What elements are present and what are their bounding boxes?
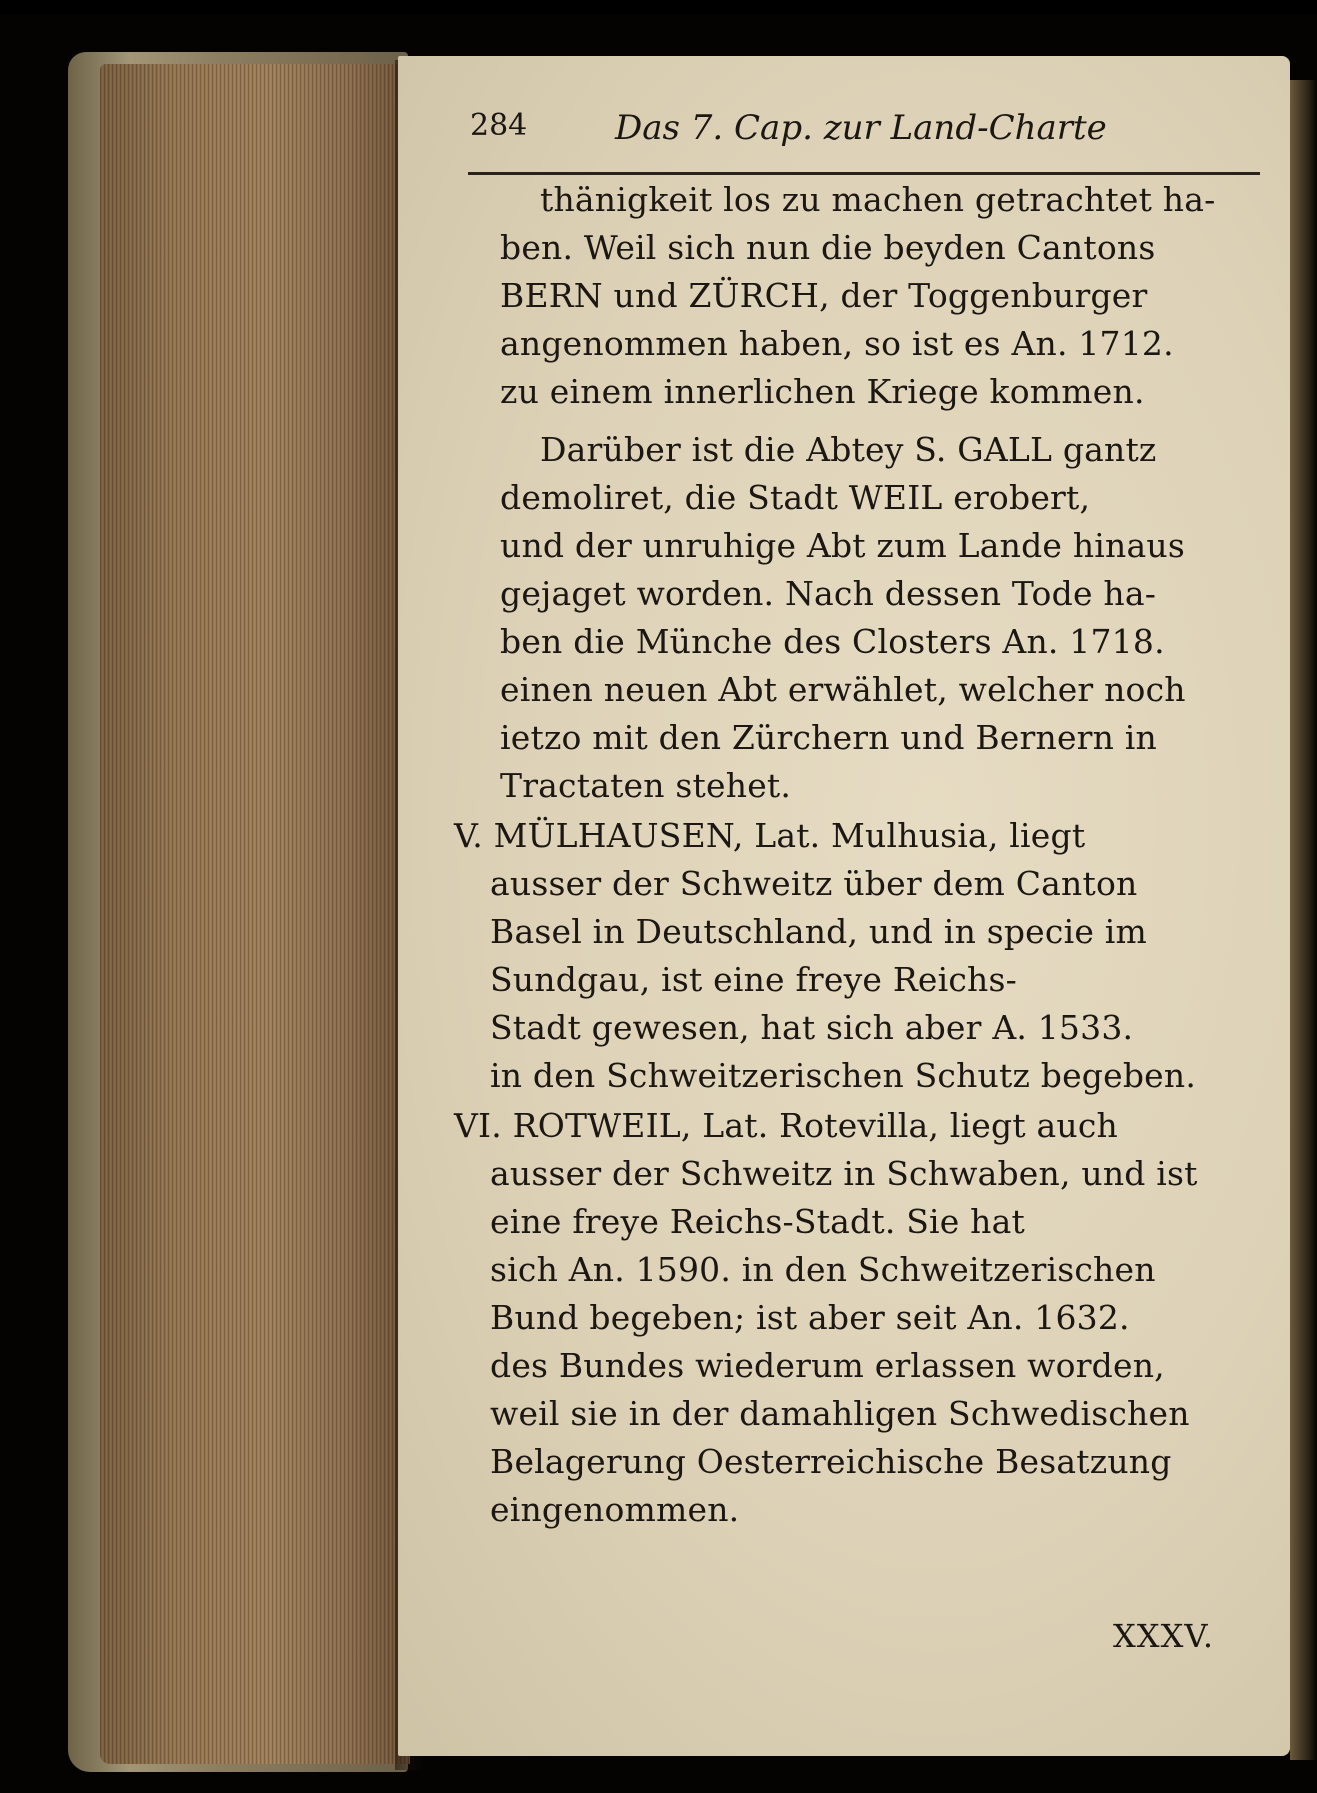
scan-border [0,0,1317,14]
body-text [454,180,1270,1630]
page-number: 284 [470,108,528,143]
text-line: ben. Weil sich nun die beyden Cantons [500,228,1156,267]
text-line: demoliret, die Stadt WEIL erobert, [500,478,1091,517]
text-line: und der unruhige Abt zum Lande hinaus [500,526,1185,565]
text-line: Stadt gewesen, hat sich aber A. 1533. [490,1008,1134,1047]
text-line: Bund begeben; ist aber seit An. 1632. [490,1298,1130,1337]
text-line: einen neuen Abt erwählet, welcher noch [500,670,1186,709]
text-line: weil sie in der damahligen Schwedischen [490,1394,1190,1433]
header-title: Das 7. Cap. zur Land-Charte [615,108,1107,148]
text-line: ben die Münche des Closters An. 1718. [500,622,1165,661]
text-line: angenommen haben, so ist es An. 1712. [500,324,1174,363]
text-line: sich An. 1590. in den Schweitzerischen [490,1250,1156,1289]
section-heading: VI. ROTWEIL, Lat. Rotevilla, liegt auch [454,1106,1118,1145]
text-line: Sundgau, ist eine freye Reichs- [490,960,1017,999]
text-line: BERN und ZÜRCH, der Toggenburger [500,276,1148,315]
text-line: Tractaten stehet. [500,766,792,805]
catchword: XXXV. [1113,1617,1215,1655]
text-line: thänigkeit los zu machen getrachtet ha- [540,180,1216,219]
text-line: ausser der Schweitz in Schwaben, und ist [490,1154,1198,1193]
text-line: zu einem innerlichen Kriege kommen. [500,372,1145,411]
text-line: eine freye Reichs-Stadt. Sie hat [490,1202,1025,1241]
page-edges [100,64,410,1764]
text-line: Darüber ist die Abtey S. GALL gantz [540,430,1157,469]
text-line: eingenommen. [490,1490,740,1529]
text-line: des Bundes wiederum erlassen worden, [490,1346,1165,1385]
facing-page-edge [1290,80,1317,1760]
running-head [470,108,1270,158]
text-line: ietzo mit den Zürchern und Bernern in [500,718,1158,757]
text-line: gejaget worden. Nach dessen Tode ha- [500,574,1157,613]
text-line: ausser der Schweitz über dem Canton [490,864,1138,903]
header-rule [468,172,1260,175]
section-heading: V. MÜLHAUSEN, Lat. Mulhusia, liegt [454,816,1086,855]
text-line: Basel in Deutschland, und in specie im [490,912,1147,951]
text-line: Belagerung Oesterreichische Besatzung [490,1442,1172,1481]
text-line: in den Schweitzerischen Schutz begeben. [490,1056,1197,1095]
